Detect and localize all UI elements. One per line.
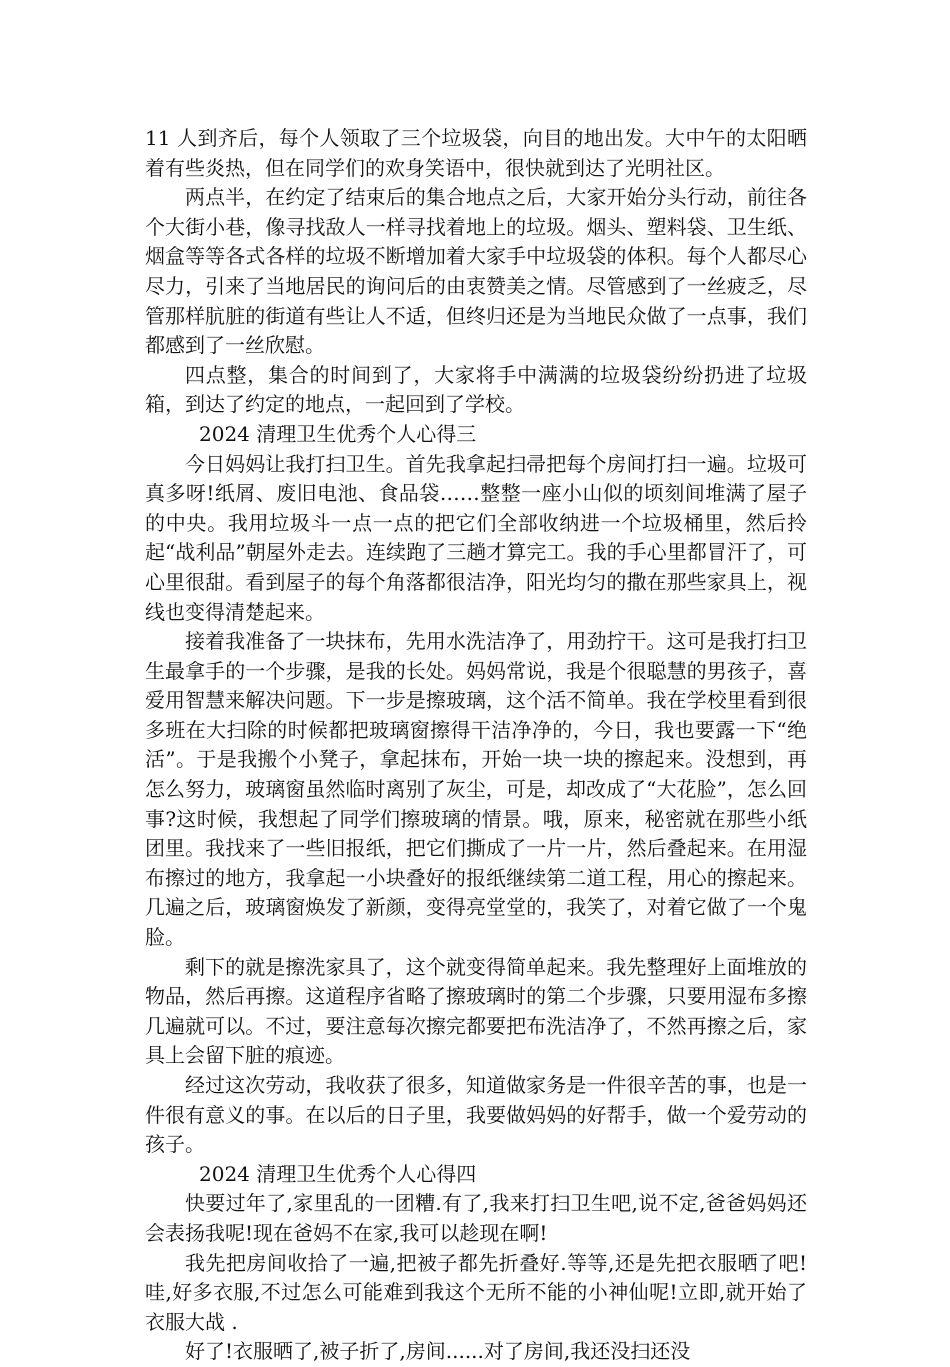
paragraph: 好了!衣服晒了,被子折了,房间......对了房间,我还没扫还没: [185, 1339, 691, 1364]
paragraph: 剩下的就是擦洗家具了，这个就变得简单起来。我先整理好上面堆放的物品，然后再擦。这道程序省略了擦玻璃时的第二个步骤，只要用湿布多擦几遍就可以。不过，要注意每次擦完都要把布洗洁净了，不然再擦之后，家具上会留下脏的痕迹。: [145, 954, 807, 1068]
paragraph: 四点整，集合的时间到了，大家将手中满满的垃圾袋纷纷扔进了垃圾箱，到达了约定的地点，一起回到了学校。: [145, 362, 807, 417]
document-body: [145, 124, 807, 1367]
paragraph: 今日妈妈让我打扫卫生。首先我拿起扫帚把每个房间打扫一遍。垃圾可真多呀!纸屑、废旧电池、食品袋……整整一座小山似的顷刻间堆满了屋子的中央。我用垃圾斗一点一点的把它们全部收纳进一个垃圾桶里，然后拎起“战利品”朝屋外走去。连续跑了三趟才算完工。我的手心里都冒汗了，可心里很甜。看到屋子的每个角落都很洁净，阳光均匀的撒在那些家具上，视线也变得清楚起来。: [145, 451, 807, 624]
paragraph: 我先把房间收拾了一遍,把被子都先折叠好.等等,还是先把衣服晒了吧!哇,好多衣服,不过怎么可能难到我这个无所不能的小神仙呢!立即,就开始了 衣服大战 .: [145, 1250, 807, 1334]
paragraph: 两点半，在约定了结束后的集合地点之后，大家开始分头行动，前往各个大街小巷，像寻找敌人一样寻找着地上的垃圾。烟头、塑料袋、卫生纸、烟盒等等各式各样的垃圾不断增加着大家手中垃圾袋的体积。每个人都尽心尽力，引来了当地居民的询问后的由衷赞美之情。尽管感到了一丝疲乏，尽管那样肮脏的街道有些让人不适，但终归还是为当地民众做了一点事，我们都感到了一丝欣慰。: [145, 185, 807, 358]
paragraph: 11 人到齐后，每个人领取了三个垃圾袋，向目的地出发。大中午的太阳晒着有些炎热，但在同学们的欢身笑语中，很快就到达了光明社区。: [145, 126, 807, 180]
paragraph: 快要过年了,家里乱的一团糟.有了,我来打扫卫生吧,说不定,爸爸妈妈还会表扬我呢!现在爸妈不在家,我可以趁现在啊!: [145, 1191, 807, 1245]
paragraph: 接着我准备了一块抹布，先用水洗洁净了，用劲拧干。这可是我打扫卫生最拿手的一个步骤，是我的长处。妈妈常说，我是个很聪慧的男孩子，喜爱用智慧来解决问题。下一步是擦玻璃，这个活不简单。我在学校里看到很多班在大扫除的时候都把玻璃窗擦得干洁净净的，今日，我也要露一下“绝活”。于是我搬个小凳子，拿起抹布，开始一块一块的擦起来。没想到，再怎么努力，玻璃窗虽然临时离别了灰尘，可是，却改成了“大花脸”，怎么回事?这时候，我想起了同学们擦玻璃的情景。哦，原来，秘密就在那些小纸团里。我找来了一些旧报纸，把它们撕成了一片一片，然后叠起来。在用湿布擦过的地方，我拿起一小块叠好的报纸继续第二道工程，用心的擦起来。几遍之后，玻璃窗焕发了新颜，变得亮堂堂的，我笑了，对着它做了一个鬼脸。: [145, 629, 807, 950]
section-heading: 2024 清理卫生优秀个人心得三: [199, 421, 477, 446]
paragraph: 经过这次劳动，我收获了很多，知道做家务是一件很辛苦的事，也是一件很有意义的事。在以后的日子里，我要做妈妈的好帮手，做一个爱劳动的孩子。: [145, 1073, 807, 1157]
section-heading: 2024 清理卫生优秀个人心得四: [199, 1161, 477, 1186]
